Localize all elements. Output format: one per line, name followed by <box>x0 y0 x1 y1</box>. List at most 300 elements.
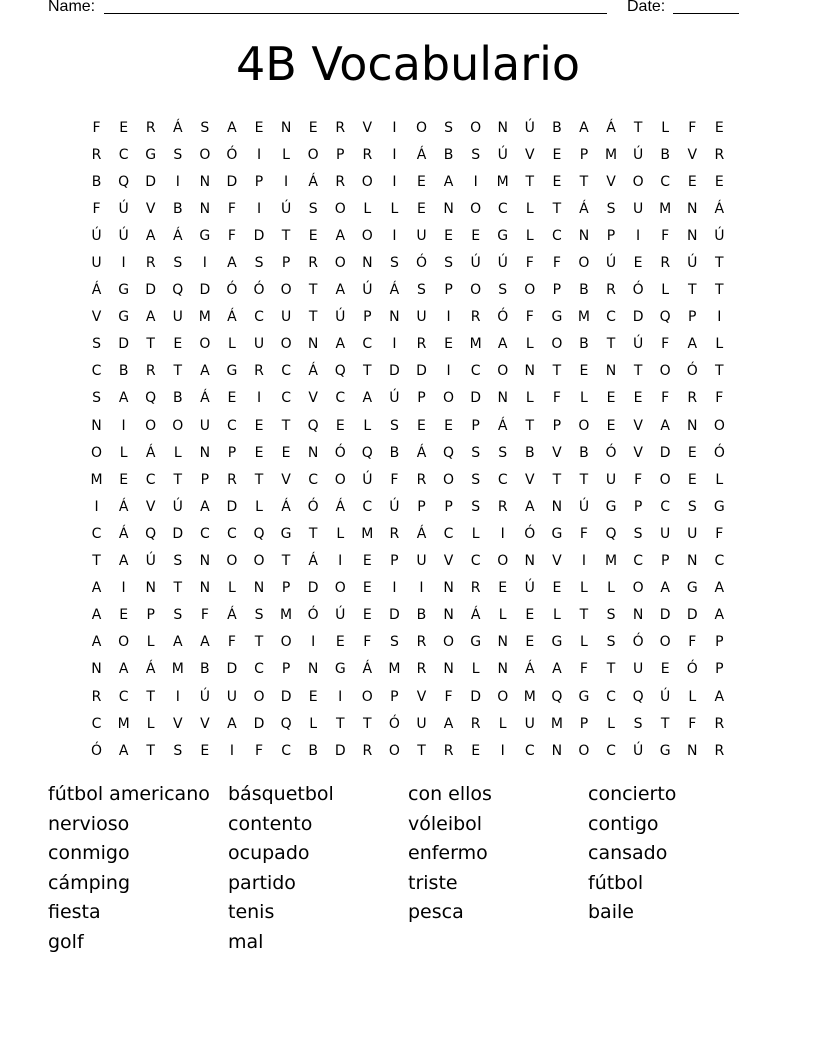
grid-letter: O <box>443 634 455 651</box>
grid-letter: P <box>417 390 426 407</box>
grid-letter: Ó <box>632 282 644 299</box>
grid-letter: L <box>146 715 155 732</box>
grid-letter: O <box>443 471 455 488</box>
grid-letter: A <box>362 390 373 407</box>
grid-letter: Q <box>605 525 617 542</box>
grid-letter: F <box>715 525 724 542</box>
grid-letter: M <box>388 661 401 678</box>
grid-letter: A <box>443 715 454 732</box>
grid-letter: L <box>498 715 507 732</box>
grid-letter: T <box>715 282 724 299</box>
grid-row <box>83 412 733 439</box>
grid-letter: L <box>688 688 697 705</box>
grid-letter: S <box>417 282 426 299</box>
grid-letter: A <box>335 227 346 244</box>
grid-letter: Ú <box>172 498 183 515</box>
grid-letter: D <box>389 607 400 624</box>
grid-letter: N <box>551 498 563 515</box>
grid-letter: T <box>308 525 318 542</box>
grid-letter: I <box>256 390 262 407</box>
grid-letter: F <box>390 471 399 488</box>
grid-letter: L <box>173 444 182 461</box>
grid-letter: N <box>199 580 211 597</box>
grid-letter: F <box>227 227 236 244</box>
grid-letter: L <box>580 580 588 597</box>
grid-letter: R <box>714 742 725 759</box>
grid-letter: F <box>227 634 236 651</box>
grid-row <box>83 385 733 412</box>
grid-letter: S <box>389 634 399 651</box>
grid-letter: Ó <box>91 742 103 759</box>
grid-letter: Ó <box>226 146 238 163</box>
grid-letter: O <box>578 417 590 434</box>
grid-letter: M <box>659 200 672 217</box>
grid-letter: E <box>714 119 724 136</box>
grid-letter: Ú <box>632 336 644 353</box>
grid-letter: L <box>715 471 724 488</box>
grid-letter: B <box>172 390 183 407</box>
grid-letter: A <box>714 607 725 624</box>
grid-letter: P <box>579 715 589 732</box>
grid-letter: B <box>91 173 102 190</box>
grid-letter: Ú <box>335 607 346 624</box>
grid-letter: T <box>146 742 155 759</box>
grid-letter: Ú <box>118 227 129 244</box>
grid-letter: C <box>470 553 481 570</box>
grid-letter: Á <box>172 119 183 136</box>
grid-letter: D <box>659 444 671 461</box>
grid-letter: I <box>392 146 397 163</box>
grid-letter: E <box>714 173 724 190</box>
grid-letter: T <box>687 282 697 299</box>
grid-letter: C <box>443 525 454 542</box>
grid-letter: Á <box>308 363 318 380</box>
grid-letter: A <box>118 390 129 407</box>
grid-letter: B <box>308 742 318 759</box>
grid-letter: F <box>92 119 101 136</box>
grid-letter: E <box>308 688 318 705</box>
grid-letter: N <box>687 227 698 244</box>
grid-letter: I <box>500 742 505 759</box>
grid-letter: V <box>552 553 562 570</box>
grid-letter: V <box>172 715 183 732</box>
word-list-item: triste <box>408 871 458 894</box>
grid-letter: B <box>579 282 589 299</box>
grid-letter: S <box>200 119 210 136</box>
grid-letter: Ú <box>389 390 400 407</box>
grid-letter: A <box>497 336 508 353</box>
grid-letter: E <box>660 661 670 678</box>
grid-letter: E <box>633 255 643 272</box>
grid-letter: C <box>254 309 264 326</box>
grid-letter: Á <box>525 661 535 678</box>
grid-letter: Ú <box>470 255 481 272</box>
grid-letter: R <box>389 525 400 542</box>
grid-letter: G <box>199 227 211 244</box>
grid-letter: D <box>145 282 157 299</box>
grid-letter: G <box>334 661 346 678</box>
grid-letter: I <box>392 580 397 597</box>
grid-letter: S <box>173 553 183 570</box>
grid-letter: N <box>253 580 265 597</box>
grid-letter: S <box>92 336 101 353</box>
grid-letter: D <box>226 498 238 515</box>
grid-letter: T <box>92 553 101 570</box>
grid-letter: Ó <box>686 363 698 380</box>
word-list-item: tenis <box>228 901 275 924</box>
grid-letter: C <box>335 390 346 407</box>
grid-letter: O <box>388 742 400 759</box>
grid-letter: R <box>254 363 264 380</box>
grid-letter: E <box>254 119 264 136</box>
name-label: Name: <box>48 0 96 15</box>
grid-letter: Ú <box>280 200 292 217</box>
grid-letter: T <box>552 471 562 488</box>
grid-letter: G <box>686 580 698 597</box>
grid-letter: A <box>714 688 725 705</box>
grid-letter: O <box>551 336 563 353</box>
grid-letter: L <box>580 390 588 407</box>
grid-letter: N <box>199 173 211 190</box>
grid-letter: Q <box>443 444 455 461</box>
grid-letter: Ú <box>632 742 644 759</box>
grid-letter: P <box>281 661 291 678</box>
grid-letter: V <box>416 688 427 705</box>
grid-letter: A <box>200 363 210 380</box>
grid-letter: T <box>579 471 589 488</box>
grid-letter: G <box>280 525 292 542</box>
grid-letter: N <box>145 580 156 597</box>
grid-letter: D <box>253 227 265 244</box>
grid-letter: S <box>173 742 183 759</box>
grid-letter: S <box>633 525 643 542</box>
grid-letter: Q <box>118 173 130 190</box>
grid-letter: A <box>91 580 102 597</box>
grid-letter: R <box>335 119 346 136</box>
grid-letter: L <box>715 336 724 353</box>
grid-letter: T <box>308 309 318 326</box>
grid-letter: O <box>497 363 509 380</box>
grid-letter: M <box>198 309 211 326</box>
grid-letter: Ú <box>362 282 373 299</box>
grid-letter: N <box>497 119 508 136</box>
grid-letter: O <box>659 634 671 651</box>
grid-letter: B <box>579 336 589 353</box>
grid-letter: N <box>687 200 698 217</box>
grid-letter: A <box>714 580 725 597</box>
grid-letter: E <box>335 634 345 651</box>
grid-letter: O <box>524 282 536 299</box>
grid-letter: Ó <box>334 444 346 461</box>
grid-letter: I <box>392 173 397 190</box>
grid-letter: D <box>659 607 671 624</box>
grid-letter: R <box>497 498 508 515</box>
grid-letter: P <box>633 498 643 515</box>
grid-letter: T <box>173 471 183 488</box>
page-title: 4B Vocabulario <box>235 37 581 91</box>
grid-letter: L <box>228 336 236 353</box>
grid-letter: E <box>687 471 697 488</box>
grid-letter: E <box>119 119 129 136</box>
grid-letter: S <box>471 444 481 461</box>
grid-letter: V <box>606 173 616 190</box>
grid-letter: F <box>661 336 670 353</box>
grid-letter: Q <box>145 390 157 407</box>
grid-letter: Q <box>659 309 671 326</box>
word-list-item: básquetbol <box>228 783 334 805</box>
grid-letter: F <box>552 390 561 407</box>
grid-letter: P <box>200 471 210 488</box>
grid-letter: I <box>202 255 207 272</box>
grid-letter: I <box>446 363 451 380</box>
grid-letter: C <box>91 715 102 732</box>
grid-letter: E <box>362 607 372 624</box>
word-list-item: partido <box>228 871 296 894</box>
grid-row <box>83 466 733 493</box>
grid-letter: R <box>362 146 373 163</box>
grid-letter: S <box>92 390 101 407</box>
grid-letter: I <box>446 309 451 326</box>
grid-letter: M <box>469 336 482 353</box>
grid-letter: C <box>606 742 616 759</box>
grid-letter: M <box>117 715 130 732</box>
grid-letter: L <box>580 634 588 651</box>
grid-letter: C <box>145 471 156 488</box>
grid-letter: Ú <box>389 498 400 515</box>
grid-letter: Ó <box>713 444 725 461</box>
grid-letter: O <box>497 553 509 570</box>
word-list-item: nervioso <box>48 812 130 835</box>
grid-letter: C <box>281 742 291 759</box>
grid-row <box>83 683 733 710</box>
grid-letter: S <box>254 607 264 624</box>
grid-letter: T <box>173 580 183 597</box>
grid-letter: O <box>253 553 265 570</box>
grid-row <box>83 358 733 385</box>
grid-letter: Ú <box>632 146 644 163</box>
grid-letter: A <box>660 417 670 434</box>
word-list-item: concierto <box>588 783 677 805</box>
grid-letter: F <box>634 471 643 488</box>
grid-letter: T <box>146 688 155 705</box>
grid-letter: R <box>470 309 481 326</box>
word-list-item: cansado <box>588 842 668 865</box>
grid-letter: L <box>282 146 290 163</box>
grid-letter: R <box>91 146 102 163</box>
grid-letter: S <box>308 200 318 217</box>
grid-letter: B <box>443 146 454 163</box>
grid-letter: O <box>280 634 292 651</box>
grid-letter: G <box>497 227 509 244</box>
grid-letter: T <box>606 661 616 678</box>
grid-letter: O <box>470 200 482 217</box>
grid-letter: O <box>145 417 157 434</box>
grid-letter: S <box>498 444 508 461</box>
grid-letter: P <box>715 634 724 651</box>
grid-letter: Q <box>307 417 319 434</box>
grid-letter: E <box>335 417 345 434</box>
grid-letter: G <box>118 309 130 326</box>
grid-letter: S <box>471 498 481 515</box>
grid-letter: Ú <box>362 471 373 488</box>
word-list-item: contigo <box>588 812 659 835</box>
grid-letter: E <box>254 417 264 434</box>
grid-letter: E <box>579 363 589 380</box>
grid-letter: A <box>525 498 535 515</box>
grid-letter: Ú <box>524 119 535 136</box>
grid-letter: A <box>227 715 237 732</box>
grid-letter: P <box>146 607 155 624</box>
word-list-item: fiesta <box>48 901 101 924</box>
grid-letter: I <box>636 227 641 244</box>
grid-letter: C <box>118 146 129 163</box>
grid-letter: M <box>280 607 293 624</box>
grid-letter: N <box>389 309 400 326</box>
grid-letter: F <box>552 255 561 272</box>
grid-row <box>83 656 733 683</box>
grid-letter: O <box>307 146 319 163</box>
grid-letter: Á <box>389 282 400 299</box>
grid-letter: E <box>308 227 318 244</box>
grid-letter: S <box>173 255 183 272</box>
grid-letter: B <box>172 200 183 217</box>
grid-letter: B <box>579 444 589 461</box>
grid-letter: P <box>444 498 453 515</box>
grid-letter: Ú <box>578 498 590 515</box>
grid-letter: Q <box>280 715 292 732</box>
grid-letter: N <box>578 227 590 244</box>
grid-letter: G <box>118 282 130 299</box>
grid-letter: I <box>121 417 126 434</box>
grid-letter: U <box>172 309 183 326</box>
grid-letter: E <box>281 444 291 461</box>
grid-letter: Ú <box>660 688 671 705</box>
grid-letter: O <box>334 255 346 272</box>
grid-letter: L <box>525 336 534 353</box>
grid-letter: N <box>307 661 319 678</box>
grid-letter: Á <box>416 444 427 461</box>
grid-letter: A <box>172 634 183 651</box>
grid-letter: M <box>361 525 374 542</box>
grid-letter: E <box>119 607 129 624</box>
grid-letter: A <box>145 227 156 244</box>
grid-letter: L <box>525 200 534 217</box>
grid-letter: G <box>551 525 563 542</box>
grid-letter: Ú <box>91 227 102 244</box>
grid-letter: F <box>715 390 724 407</box>
grid-letter: Ó <box>524 525 536 542</box>
grid-letter: C <box>497 471 508 488</box>
word-list-item: mal <box>228 930 264 953</box>
grid-letter: R <box>145 363 156 380</box>
grid-letter: Ú <box>335 309 346 326</box>
grid-letter: O <box>334 200 346 217</box>
word-list-item: baile <box>588 901 634 924</box>
grid-letter: T <box>335 715 345 732</box>
grid-letter: N <box>307 444 319 461</box>
grid-letter: L <box>607 580 615 597</box>
word-list-item: pesca <box>408 901 464 924</box>
grid-letter: T <box>525 417 535 434</box>
grid-letter: U <box>226 688 238 705</box>
grid-letter: V <box>633 444 643 461</box>
grid-letter: F <box>525 255 534 272</box>
grid-letter: E <box>417 173 426 190</box>
grid-letter: S <box>606 200 616 217</box>
date-label: Date: <box>627 0 666 15</box>
grid-letter: L <box>498 607 507 624</box>
grid-letter: T <box>552 200 562 217</box>
grid-letter: G <box>713 498 725 515</box>
grid-letter: D <box>253 715 265 732</box>
grid-letter: U <box>632 200 644 217</box>
grid-letter: R <box>660 255 671 272</box>
grid-letter: V <box>687 146 698 163</box>
grid-letter: F <box>579 525 588 542</box>
grid-letter: E <box>471 227 481 244</box>
grid-letter: A <box>335 336 346 353</box>
grid-letter: M <box>577 309 590 326</box>
grid-letter: C <box>227 417 237 434</box>
grid-letter: C <box>91 363 102 380</box>
grid-letter: D <box>470 390 482 407</box>
grid-letter: P <box>471 417 480 434</box>
grid-row <box>83 249 733 276</box>
grid-letter: Á <box>308 173 318 190</box>
grid-letter: I <box>94 498 99 515</box>
grid-letter: I <box>500 525 505 542</box>
grid-row <box>83 629 733 656</box>
grid-letter: E <box>417 200 426 217</box>
grid-letter: V <box>145 200 156 217</box>
grid-letter: G <box>470 634 482 651</box>
grid-letter: Á <box>416 525 427 542</box>
grid-letter: Á <box>335 498 346 515</box>
grid-letter: N <box>605 363 617 380</box>
grid-row <box>83 493 733 520</box>
grid-letter: D <box>632 309 644 326</box>
grid-letter: C <box>281 363 291 380</box>
grid-letter: P <box>336 146 345 163</box>
grid-letter: E <box>444 227 453 244</box>
grid-letter: E <box>254 444 264 461</box>
grid-letter: Á <box>416 146 427 163</box>
grid-letter: G <box>659 742 671 759</box>
grid-letter: S <box>389 417 399 434</box>
grid-letter: O <box>470 282 482 299</box>
grid-letter: S <box>389 255 399 272</box>
grid-letter: Á <box>118 525 129 542</box>
grid-letter: F <box>444 688 453 705</box>
grid-letter: D <box>389 363 400 380</box>
grid-letter: O <box>361 688 373 705</box>
grid-letter: G <box>578 688 590 705</box>
grid-letter: R <box>308 255 319 272</box>
grid-letter: Ú <box>199 688 210 705</box>
grid-letter: N <box>497 634 508 651</box>
grid-letter: D <box>145 173 157 190</box>
grid-letter: R <box>470 580 481 597</box>
grid-letter: Ó <box>307 607 319 624</box>
grid-letter: T <box>579 607 589 624</box>
grid-letter: L <box>363 200 372 217</box>
grid-letter: L <box>309 715 318 732</box>
grid-letter: L <box>390 200 399 217</box>
grid-letter: A <box>227 119 237 136</box>
grid-letter: D <box>226 661 238 678</box>
grid-letter: A <box>118 661 129 678</box>
grid-letter: U <box>660 525 671 542</box>
